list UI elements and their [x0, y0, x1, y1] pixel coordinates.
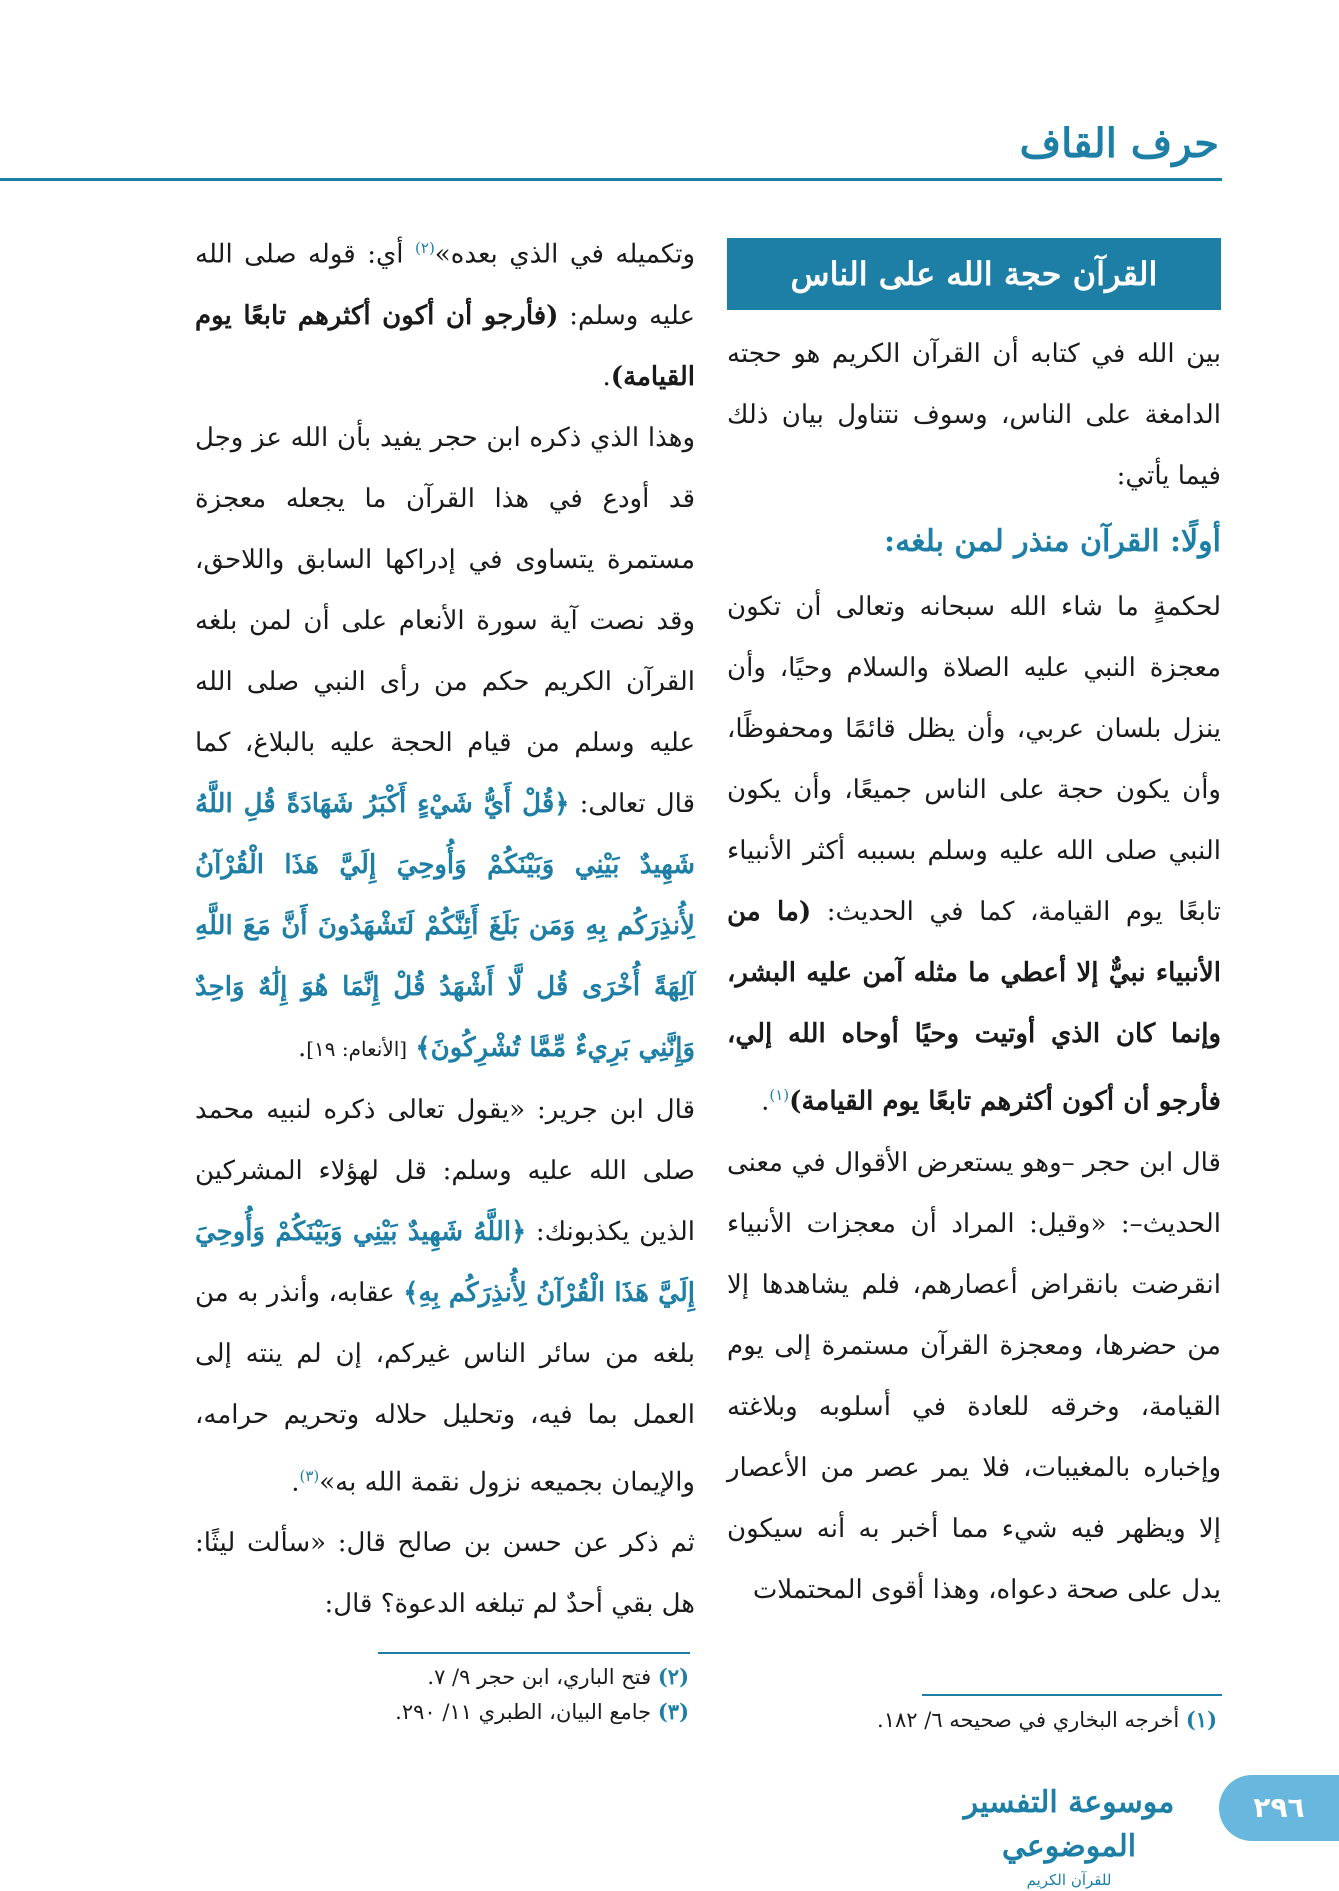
subheading: أولًا: القرآن منذر لمن بلغه:	[884, 524, 1221, 559]
ibn-hajar-paragraph: قال ابن حجر –وهو يستعرض الأقوال في معنى الحديث–: «وقيل: المراد أن معجزات الأنبياء انقرضت بانقراض أعصارهم، فلم يشاهدها إلا من حضرها، ومعجزة القرآن مستمرة إلى يوم القيامة، وخرقه للعادة في أسلوبه وبلاغته وإخباره بالمغيبات، فلا يمر عصر من الأعصار إلا ويظهر فيه شيء مما أخبر به أنه سيكون يدل على صحة دعواه، وهذا أقوى المحتملات	[727, 1147, 1221, 1605]
paragraph-text: وتكميله في الذي بعده»	[434, 239, 695, 270]
ibn-jarir-paragraph: قال ابن جرير: «يقول تعالى ذكره لنبيه محمد صلى الله عليه وسلم: قل لهؤلاء المشركين الذين يكذبونك: ﴿اللَّهُ شَهِيدٌ بَيْنِي وَبَيْنَكُمْ وَأُوحِيَ إِلَيَّ هَذَا الْقُرْآنُ لِأُنذِرَكُم بِهِ﴾ عقابه، وأنذر به من بلغه من سائر الناس غيركم، إن لم ينته إلى العمل بما فيه، وتحليل حلاله وتحريم حرامه، والإيمان بجميعه نزول نقمة الله به»$^{(٣)}$.	[195, 1094, 696, 1498]
verse-reference: [الأنعام: ١٩]	[306, 1036, 408, 1061]
left-column	[195, 218, 695, 1635]
hadith-quote: (ما من الأنبياء نبيٌّ إلا أعطي ما مثله آمن عليه البشر، وإنما كان الذي أوتيت وحيًا أوحاه الله إلي، فأرجو أن أكون أكثرهم تابعًا يوم القيامة)	[727, 897, 1221, 1117]
section-title: القرآن حجة الله على الناس	[727, 238, 1221, 310]
footnote-divider	[378, 1652, 690, 1654]
quran-verse: ﴿اللَّهُ شَهِيدٌ بَيْنِي وَبَيْنَكُمْ وَأُوحِيَ إِلَيَّ هَذَا الْقُرْآنُ لِأُنذِرَكُم بِهِ﴾	[195, 1216, 695, 1308]
footnote-text: فتح الباري، ابن حجر ٩/ ٧.	[427, 1665, 652, 1689]
paragraph-text: قال ابن جرير: «يقول تعالى ذكره لنبيه محمد صلى الله عليه وسلم: قل لهؤلاء المشركين الذين يكذبونك:	[195, 1094, 696, 1247]
footnote-divider	[922, 1694, 1222, 1696]
paragraph-text: .	[602, 361, 611, 392]
footnote-3	[395, 1699, 689, 1724]
paragraph-text: عقابه، وأنذر به من بلغه من سائر الناس غيركم، إن لم ينته إلى العمل بما فيه، وتحليل حلاله وتحريم حرامه، والإيمان بجميعه نزول نقمة الله به»	[195, 1277, 695, 1498]
logo-subtitle: للقرآن الكريم	[1026, 1871, 1112, 1889]
footnote-text: أخرجه البخاري في صحيحه ٦/ ١٨٢.	[877, 1708, 1180, 1732]
footnote-ref-3[interactable]: (٣)	[299, 1466, 320, 1485]
footnote-ref-1[interactable]: (١)	[769, 1086, 790, 1104]
encyclopedia-logo	[930, 1781, 1208, 1889]
hadith-quote: (فأرجو أن أكون أكثرهم تابعًا يوم القيامة)	[195, 300, 695, 392]
header-title: حرف القاف	[1019, 120, 1219, 167]
footnote-2	[427, 1664, 689, 1689]
paragraph-text: وهذا الذي ذكره ابن حجر يفيد بأن الله عز وجل قد أودع في هذا القرآن ما يجعله معجزة مستمرة يتساوى في إدراكها السابق واللاحق، وقد نصت آية سورة الأنعام على أن لمن بلغه القرآن الكريم حكم من رأى النبي صلى الله عليه وسلم من قيام الحجة عليه بالبلاغ، كما قال تعالى:	[195, 422, 695, 819]
right-column	[727, 238, 1221, 1621]
footnote-1	[877, 1707, 1217, 1732]
footnote-number: (٣)	[657, 1699, 689, 1724]
hadith-paragraph: لحكمةٍ ما شاء الله سبحانه وتعالى أن تكون معجزة النبي عليه الصلاة والسلام وحيًا، وأن ينزل بلسان عربي، وأن يظل قائمًا ومحفوظًا، وأن يكون حجة على الناس جميعًا، وأن يكون النبي صلى الله عليه وسلم بسببه أكثر الأنبياء تابعًا يوم القيامة، كما في الحديث: (ما من الأنبياء نبيٌّ إلا أعطي ما مثله آمن عليه البشر، وإنما كان الذي أوتيت وحيًا أوحاه الله إلي، فأرجو أن أكون أكثرهم تابعًا يوم القيامة)$^{(١)}$.	[727, 592, 1222, 1117]
anam-paragraph: وهذا الذي ذكره ابن حجر يفيد بأن الله عز وجل قد أودع في هذا القرآن ما يجعله معجزة مستمرة يتساوى في إدراكها السابق واللاحق، وقد نصت آية سورة الأنعام على أن لمن بلغه القرآن الكريم حكم من رأى النبي صلى الله عليه وسلم من قيام الحجة عليه بالبلاغ، كما قال تعالى: ﴿قُلْ أَيُّ شَيْءٍ أَكْبَرُ شَهَادَةً قُلِ اللَّهُ شَهِيدٌ بَيْنِي وَبَيْنَكُمْ وَأُوحِيَ إِلَيَّ هَذَا الْقُرْآنُ لِأُنذِرَكُم بِهِ وَمَن بَلَغَ أَئِنَّكُمْ لَتَشْهَدُونَ أَنَّ مَعَ اللَّهِ آلِهَةً أُخْرَى قُل لَّا أَشْهَدُ قُلْ إِنَّمَا هُوَ إِلَٰهٌ وَاحِدٌ وَإِنَّنِي بَرِيءٌ مِّمَّا تُشْرِكُونَ﴾ [الأنعام: ١٩].	[195, 422, 695, 1063]
footnote-number: (٢)	[657, 1664, 689, 1689]
footnote-ref-2[interactable]: (٢)	[415, 239, 435, 257]
logo-title: موسوعة التفسير الموضوعي	[963, 1785, 1175, 1864]
page-number: ٢٩٦	[1219, 1775, 1339, 1841]
footnote-text: جامع البيان، الطبري ١١/ ٢٩٠.	[395, 1700, 652, 1724]
paragraph-text: أي: قوله صلى الله عليه وسلم:	[195, 239, 695, 331]
header-divider	[0, 178, 1222, 181]
quran-verse: ﴿قُلْ أَيُّ شَيْءٍ أَكْبَرُ شَهَادَةً قُلِ اللَّهُ شَهِيدٌ بَيْنِي وَبَيْنَكُمْ وَأُوحِيَ إِلَيَّ هَذَا الْقُرْآنُ لِأُنذِرَكُم بِهِ وَمَن بَلَغَ أَئِنَّكُمْ لَتَشْهَدُونَ أَنَّ مَعَ اللَّهِ آلِهَةً أُخْرَى قُل لَّا أَشْهَدُ قُلْ إِنَّمَا هُوَ إِلَٰهٌ وَاحِدٌ وَإِنَّنِي بَرِيءٌ مِّمَّا تُشْرِكُونَ﴾	[195, 788, 695, 1063]
continuation-paragraph	[195, 218, 695, 408]
footnote-number: (١)	[1185, 1707, 1217, 1732]
paragraph-text: لحكمةٍ ما شاء الله سبحانه وتعالى أن تكون معجزة النبي عليه الصلاة والسلام وحيًا، وأن ينزل بلسان عربي، وأن يظل قائمًا ومحفوظًا، وأن يكون حجة على الناس جميعًا، وأن يكون النبي صلى الله عليه وسلم بسببه أكثر الأنبياء تابعًا يوم القيامة، كما في الحديث:	[727, 592, 1222, 927]
intro-paragraph: بين الله في كتابه أن القرآن الكريم هو حجته الدامغة على الناس، وسوف نتناول بيان ذلك فيما يأتي:	[727, 339, 1221, 491]
hasan-paragraph: ثم ذكر عن حسن بن صالح قال: «سألت ليثًا: هل بقي أحدٌ لم تبلغه الدعوة؟ قال:	[195, 1528, 695, 1620]
